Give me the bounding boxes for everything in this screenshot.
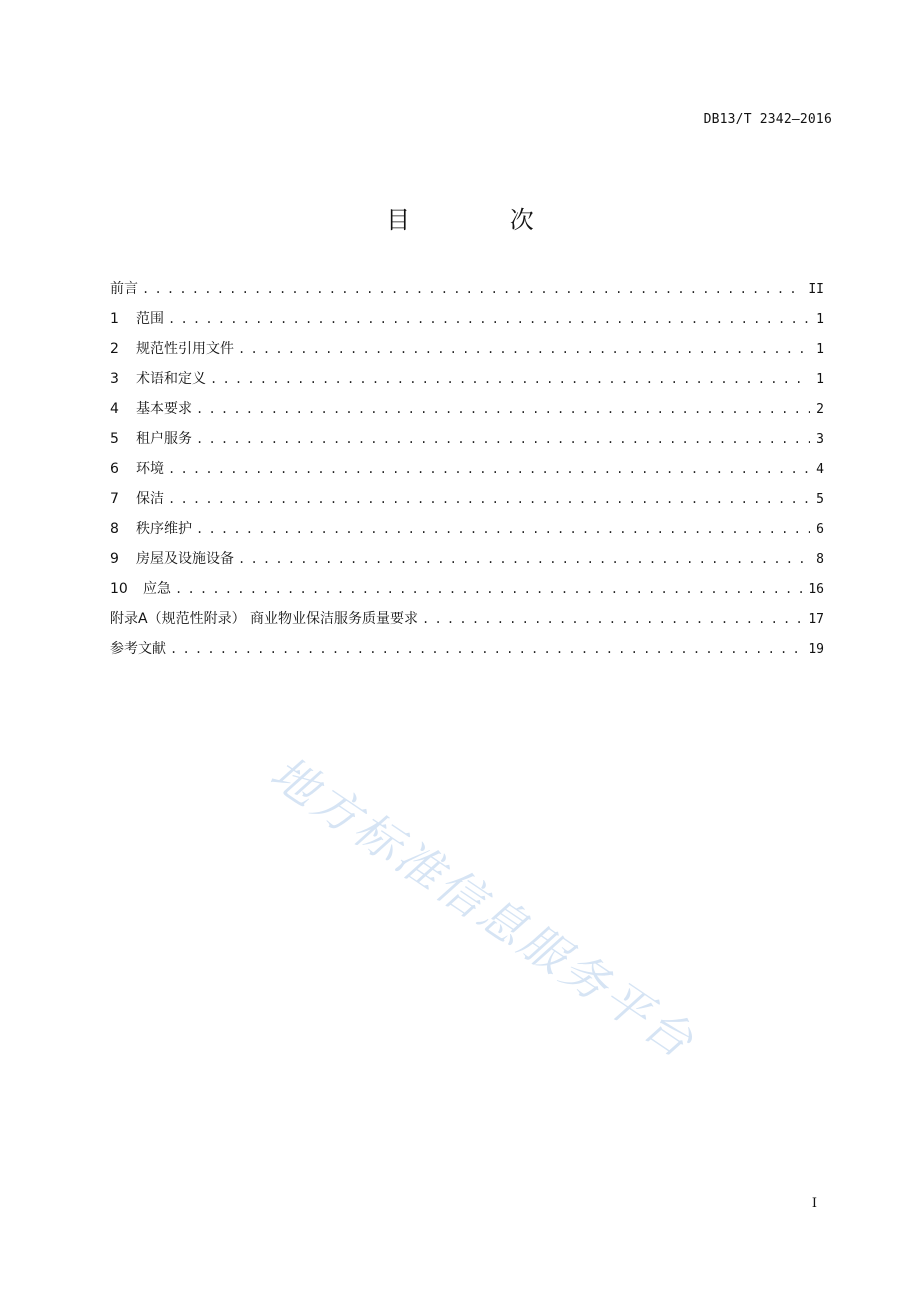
toc-entry-label: 环境 — [136, 461, 164, 477]
toc-leader-dots — [422, 607, 802, 631]
toc-entry-1[interactable] — [110, 307, 824, 337]
toc-entry-page: II — [808, 282, 824, 297]
toc-entry-number: 5 — [110, 431, 119, 447]
toc-entry-label: 租户服务 — [136, 431, 192, 447]
toc-entry-label: 前言 — [110, 281, 138, 297]
toc-entry-number: 3 — [110, 371, 119, 387]
toc-entry-page: 6 — [816, 522, 824, 537]
toc-entry-label: 房屋及设施设备 — [136, 551, 234, 567]
toc-entry-number: 2 — [110, 341, 119, 357]
toc-entry-4[interactable] — [110, 397, 824, 427]
toc-leader-dots — [170, 637, 802, 661]
toc-entry-page: 1 — [816, 372, 824, 387]
toc-entry-number: 10 — [110, 581, 128, 597]
toc-entry-3[interactable] — [110, 367, 824, 397]
toc-entry-page: 17 — [808, 612, 824, 627]
toc-entry-page: 16 — [808, 582, 824, 597]
toc-entry-10[interactable] — [110, 577, 824, 607]
toc-entry-8[interactable] — [110, 517, 824, 547]
toc-entry-foreword[interactable] — [110, 277, 824, 307]
toc-entry-bibliography[interactable] — [110, 637, 824, 667]
toc-entry-number: 6 — [110, 461, 119, 477]
toc-leader-dots — [196, 427, 810, 451]
toc-entry-2[interactable] — [110, 337, 824, 367]
toc-leader-dots — [168, 307, 810, 331]
toc-entry-6[interactable] — [110, 457, 824, 487]
toc-entry-page: 8 — [816, 552, 824, 567]
toc-entry-annex-a[interactable] — [110, 607, 824, 637]
table-of-contents — [110, 277, 824, 667]
toc-entry-page: 5 — [816, 492, 824, 507]
toc-entry-label: 保洁 — [136, 491, 164, 507]
toc-entry-label: 基本要求 — [136, 401, 192, 417]
toc-entry-page: 3 — [816, 432, 824, 447]
toc-leader-dots — [196, 397, 810, 421]
toc-entry-label: 应急 — [143, 581, 171, 597]
toc-entry-page: 1 — [816, 342, 824, 357]
toc-entry-number: 4 — [110, 401, 119, 417]
toc-entry-label: 规范性引用文件 — [136, 341, 234, 357]
toc-entry-page: 19 — [808, 642, 824, 657]
toc-entry-9[interactable] — [110, 547, 824, 577]
watermark: 地方标准信息服务平台 — [260, 745, 706, 1070]
toc-leader-dots — [238, 337, 810, 361]
toc-entry-label: 范围 — [136, 311, 164, 327]
toc-entry-number: 8 — [110, 521, 119, 537]
toc-entry-5[interactable] — [110, 427, 824, 457]
toc-entry-page: 1 — [816, 312, 824, 327]
toc-entry-number: 7 — [110, 491, 119, 507]
toc-leader-dots — [210, 367, 810, 391]
toc-leader-dots — [196, 517, 810, 541]
toc-entry-page: 2 — [816, 402, 824, 417]
toc-entry-number: 1 — [110, 311, 119, 327]
toc-title: 目 次 — [386, 206, 580, 234]
toc-leader-dots — [238, 547, 810, 571]
toc-leader-dots — [168, 457, 810, 481]
toc-entry-label: 附录A（规范性附录） 商业物业保洁服务质量要求 — [110, 611, 419, 627]
toc-leader-dots — [175, 577, 802, 601]
toc-entry-label: 参考文献 — [110, 641, 166, 657]
toc-entry-label: 术语和定义 — [136, 371, 206, 387]
toc-leader-dots — [142, 277, 802, 301]
toc-entry-page: 4 — [816, 462, 824, 477]
page-number: I — [811, 1196, 817, 1211]
toc-entry-7[interactable] — [110, 487, 824, 517]
toc-entry-label: 秩序维护 — [136, 521, 192, 537]
toc-entry-number: 9 — [110, 551, 119, 567]
toc-leader-dots — [168, 487, 810, 511]
standard-code: DB13/T 2342—2016 — [703, 112, 832, 127]
